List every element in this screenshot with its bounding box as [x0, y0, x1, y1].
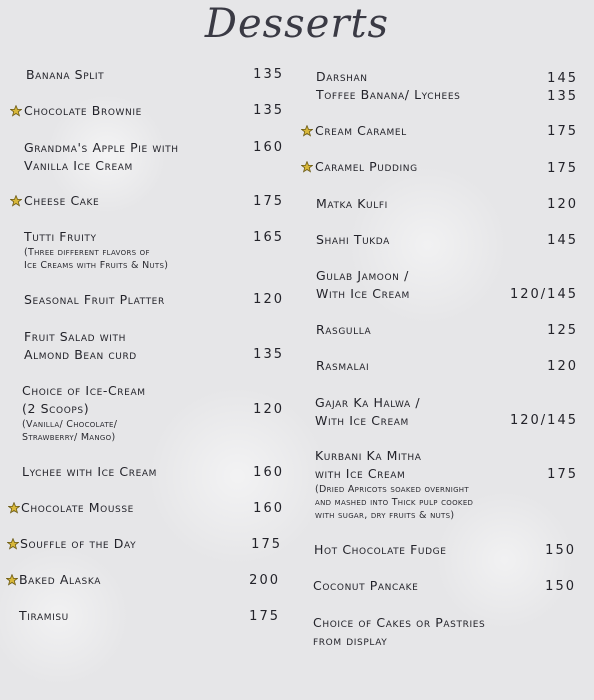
item-name: Banana Split [26, 67, 105, 82]
item-name-line1: Gulab Jamoon / [316, 268, 409, 283]
item-price: 145 [547, 233, 578, 248]
menu-item-tutti-fruity [24, 228, 168, 272]
item-price: 175 [547, 467, 578, 482]
item-name-line1: Fruit Salad with [24, 329, 126, 344]
item-price: 160 [253, 501, 284, 516]
item-name: Cheese Cake [24, 193, 100, 208]
item-price: 175 [249, 609, 280, 624]
item-price: 200 [249, 573, 280, 588]
item-name: Shahi Tukda [316, 232, 390, 247]
item-name-line2: Toffee Banana/ Lychees [316, 87, 461, 102]
menu-item-banana-split [26, 66, 104, 84]
item-name-line1: Kurbani Ka Mitha [315, 448, 422, 463]
menu-item-gulab-jamoon [316, 267, 410, 303]
item-name: Cream Caramel [315, 123, 407, 138]
menu-item-darshan [316, 68, 460, 104]
item-name: Matka Kulfi [316, 196, 388, 211]
menu-item-cheese-cake [24, 192, 99, 210]
item-price: 165 [253, 230, 284, 245]
item-price: 120/145 [509, 413, 578, 428]
item-price: 120 [253, 402, 284, 417]
item-name-line1: Choice of Cakes or Pastries [313, 615, 486, 630]
star-icon [301, 125, 313, 137]
menu-item-shahi-tukda [316, 231, 390, 249]
item-name: Seasonal Fruit Platter [24, 292, 165, 307]
menu-item-lychee-ice-cream [22, 463, 157, 481]
star-icon [10, 195, 22, 207]
item-name: Souffle of the Day [20, 536, 137, 551]
item-description-line2: and mashed into Thick pulp cooked [315, 497, 474, 508]
star-icon [7, 538, 19, 550]
item-price-line2: 135 [547, 89, 578, 104]
item-name: Caramel Pudding [315, 159, 418, 174]
menu-item-choice-ice-cream [22, 382, 146, 444]
item-price: 175 [251, 537, 282, 552]
item-price: 120/145 [509, 287, 578, 302]
item-description-line1: (Three different flavors of [24, 247, 150, 258]
item-name-line2: (2 Scoops) [22, 401, 90, 416]
menu-item-rasmalai [316, 357, 369, 375]
item-description-line3: with sugar, dry fruits & nuts) [315, 510, 455, 521]
item-name-line1: Choice of Ice-Cream [22, 383, 146, 398]
item-description-line2: Strawberry/ Mango) [22, 432, 116, 443]
item-name-line1: Gajar Ka Halwa / [315, 395, 421, 410]
item-name: Hot Chocolate Fudge [314, 542, 447, 557]
item-price: 125 [547, 323, 578, 338]
menu-item-chocolate-brownie [24, 102, 142, 120]
menu-item-baked-alaska [19, 571, 101, 589]
item-name-line2: with Ice Cream [315, 466, 406, 481]
item-name: Chocolate Brownie [24, 103, 142, 118]
item-name: Lychee with Ice Cream [22, 464, 157, 479]
menu-item-rasgulla [316, 321, 371, 339]
menu-item-souffle [20, 535, 136, 553]
item-name-line2: Almond Bean curd [24, 347, 137, 362]
item-name: Rasmalai [316, 358, 370, 373]
menu-item-cream-caramel [315, 122, 407, 140]
item-price: 175 [547, 124, 578, 139]
item-description-line1: (Dried Apricots soaked overnight [315, 484, 469, 495]
item-price: 160 [253, 465, 284, 480]
star-icon [6, 574, 18, 586]
item-name-line2: Vanilla Ice Cream [24, 158, 133, 173]
item-name-line2: With Ice Cream [316, 286, 410, 301]
item-price: 175 [547, 161, 578, 176]
menu-item-cakes-pastries [313, 614, 485, 650]
menu-item-tiramisu [19, 607, 69, 625]
item-name-line1: Darshan [316, 69, 368, 84]
item-name: Chocolate Mousse [21, 500, 134, 515]
item-price: 135 [253, 103, 284, 118]
menu-title: Desserts [204, 1, 390, 47]
item-name-line2: With Ice Cream [315, 413, 409, 428]
item-price-line1: 145 [547, 71, 578, 86]
item-name: Rasgulla [316, 322, 372, 337]
menu-item-hot-chocolate-fudge [314, 541, 447, 559]
star-icon [301, 161, 313, 173]
menu-item-apple-pie [24, 139, 179, 175]
menu-item-coconut-pancake [313, 577, 418, 595]
item-name-line2: from display [313, 633, 388, 648]
menu-item-fruit-platter [24, 291, 165, 309]
item-price: 160 [253, 140, 284, 155]
item-name-line1: Grandma's Apple Pie with [24, 140, 179, 155]
item-name: Baked Alaska [19, 572, 101, 587]
item-price: 150 [545, 543, 576, 558]
item-description-line1: (Vanilla/ Chocolate/ [22, 419, 118, 430]
item-description-line2: Ice Creams with Fruits & Nuts) [24, 260, 169, 271]
menu-item-caramel-pudding [315, 158, 418, 176]
item-price: 120 [547, 359, 578, 374]
item-name: Tiramisu [19, 608, 69, 623]
item-price: 120 [547, 197, 578, 212]
item-name: Tutti Fruity [24, 229, 97, 244]
star-icon [10, 105, 22, 117]
item-price: 135 [253, 347, 284, 362]
item-name: Coconut Pancake [313, 578, 419, 593]
star-icon [8, 502, 20, 514]
menu-item-kurbani-ka-mitha [315, 447, 473, 522]
item-price: 175 [253, 194, 284, 209]
menu-item-gajar-ka-halwa [315, 394, 420, 430]
menu-item-chocolate-mousse [21, 499, 134, 517]
item-price: 150 [545, 579, 576, 594]
item-price: 135 [253, 67, 284, 82]
menu-item-matka-kulfi [316, 195, 388, 213]
menu-item-fruit-salad [24, 328, 137, 364]
item-price: 120 [253, 292, 284, 307]
